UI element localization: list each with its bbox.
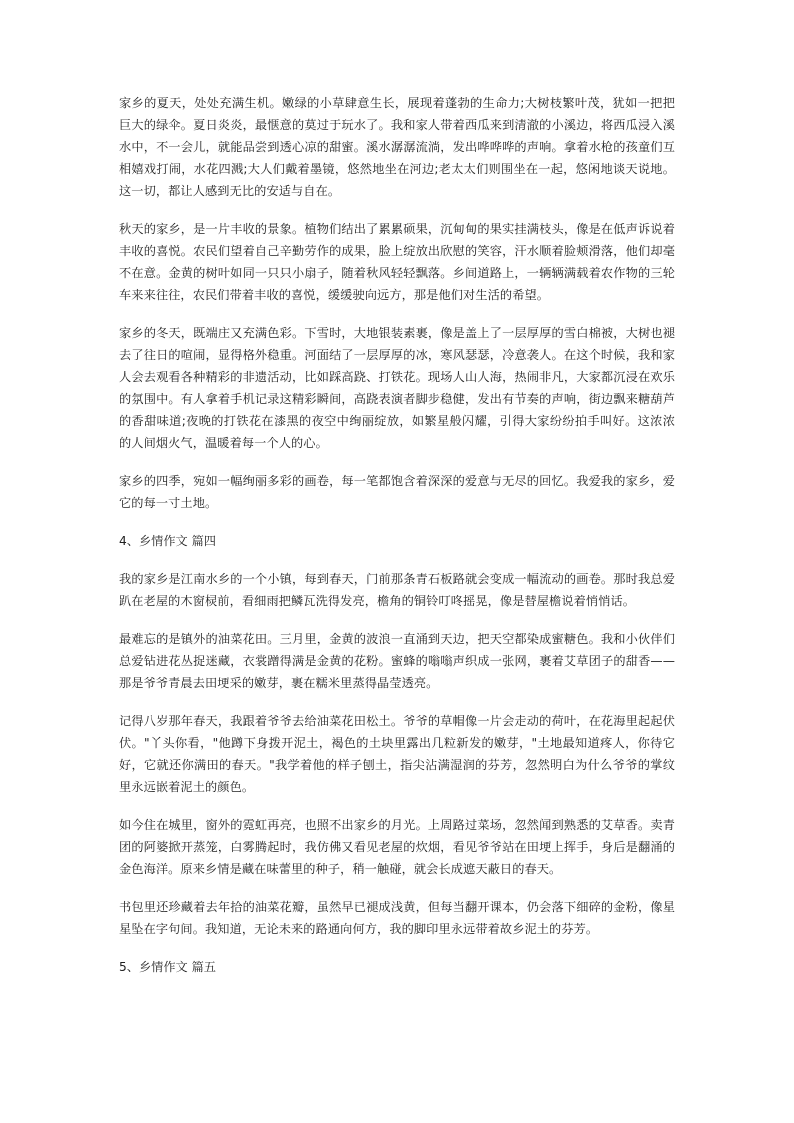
paragraph-winter: 家乡的冬天，既端庄又充满色彩。下雪时，大地银装素裹，像是盖上了一层厚厚的雪白棉被，大树也褪去了往日的喧闹，显得格外稳重。河面结了一层厚厚的冰，寒风瑟瑟，冷意袭人。在这个时候，我和家人会去观看各种精彩的非遗活动，比如踩高跷、打铁花。现场人山人海，热闹非凡，大家都沉浸在欢乐的氛围中。有人拿着手机记录这精彩瞬间，高跷表演者脚步稳健，发出有节奏的声响，街边飘来糖葫芦的香甜味道;夜晚的打铁花在漆黑的夜空中绚丽绽放，如繁星般闪耀，引得大家纷纷拍手叫好。这浓浓的人间烟火气，温暖着每一个人的心。 — [119, 326, 675, 450]
paragraph-autumn: 秋天的家乡，是一片丰收的景象。植物们结出了累累硕果，沉甸甸的果实挂满枝头，像是在低声诉说着丰收的喜悦。农民们望着自己辛勤劳作的成果，脸上绽放出欣慰的笑容，汗水顺着脸颊滑落，他们却毫不在意。金黄的树叶如同一只只小扇子，随着秋风轻轻飘落。乡间道路上，一辆辆满载着农作物的三轮车来来往往，农民们带着丰收的喜悦，缓缓驶向远方，那是他们对生活的希望。 — [119, 222, 675, 302]
paragraph-summer: 家乡的夏天，处处充满生机。嫩绿的小草肆意生长，展现着蓬勃的生命力;大树枝繁叶茂，犹如一把把巨大的绿伞。夏日炎炎，最惬意的莫过于玩水了。我和家人带着西瓜来到清澈的小溪边，将西瓜浸入溪水中，不一会儿，就能品尝到透心凉的甜蜜。溪水潺潺流淌，发出哗哗哗的声响。拿着水枪的孩童们互相嬉戏打闹，水花四溅;大人们戴着墨镜，悠然地坐在河边;老太太们则围坐在一起，悠闲地谈天说地。这一切，都让人感到无比的安适与自在。 — [119, 96, 675, 198]
section-heading-5: 5、乡情作文 篇五 — [119, 960, 216, 974]
paragraph-rapeseed-field: 最难忘的是镇外的油菜花田。三月里，金黄的波浪一直涌到天边，把天空都染成蜜糖色。我和小伙伴们总爱钻进花丛捉迷藏，衣裳蹭得满是金黄的花粉。蜜蜂的嗡嗡声织成一张网，裹着艾草团子的甜香——那是爷爷青晨去田埂采的嫩芽，裹在糯米里蒸得晶莹透亮。 — [119, 632, 675, 690]
section-heading-4: 4、乡情作文 篇四 — [119, 534, 216, 548]
paragraph-four-seasons: 家乡的四季，宛如一幅绚丽多彩的画卷，每一笔都饱含着深深的爱意与无尽的回忆。我爱我的家乡，爱它的每一寸土地。 — [119, 474, 675, 510]
paragraph-grandpa-memory: 记得八岁那年春天，我跟着爷爷去给油菜花田松土。爷爷的草帽像一片会走动的荷叶，在花海里起起伏伏。"丫头你看，"他蹲下身拨开泥土，褐色的土块里露出几粒新发的嫩芽，"土地最知道疼人，你待它好，它就还你满田的春天。"我学着他的样子刨土，指尖沾满湿润的芬芳，忽然明白为什么爷爷的掌纹里永远嵌着泥土的颜色。 — [119, 714, 675, 794]
paragraph-city-life: 如今住在城里，窗外的霓虹再亮，也照不出家乡的月光。上周路过菜场，忽然闻到熟悉的艾草香。卖青团的阿婆掀开蒸笼，白雾腾起时，我仿佛又看见老屋的炊烟，看见爷爷站在田埂上挥手，身后是翻涌的金色海洋。原来乡情是藏在味蕾里的种子，稍一触碰，就会长成遮天蔽日的春天。 — [119, 818, 675, 876]
paragraph-hometown-spring: 我的家乡是江南水乡的一个小镇，每到春天，门前那条青石板路就会变成一幅流动的画卷。那时我总爱趴在老屋的木窗棂前，看细雨把鳞瓦洗得发亮，檐角的铜铃叮咚摇晃，像是替屋檐说着悄悄话。 — [119, 572, 675, 608]
paragraph-flower-petals: 书包里还珍藏着去年拾的油菜花瓣，虽然早已褪成浅黄，但每当翻开课本，仍会落下细碎的金粉，像星星坠在字句间。我知道，无论未来的路通向何方，我的脚印里永远带着故乡泥土的芬芳。 — [119, 900, 675, 936]
document-page — [119, 92, 675, 978]
